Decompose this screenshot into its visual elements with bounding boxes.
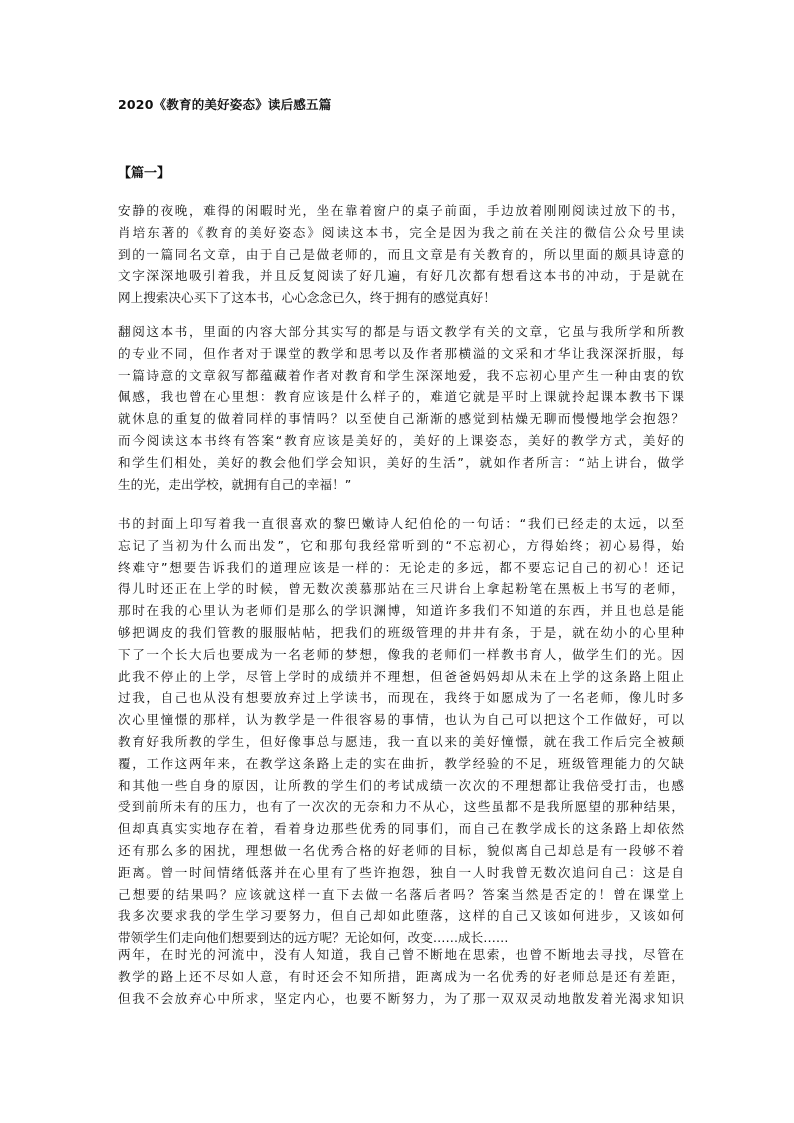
text-line: 距离。曾一时间情绪低落并在心里有了些许抱怨，独自一人时我曾无数次追问自己：这是自 [118, 864, 684, 880]
text-line: 终难守”想要告诉我们的道理应该是一样的：无论走的多远，都不要忘记自己的初心！还记 [118, 559, 684, 575]
text-line: 佩感，我也曾在心里想：教育应该是什么样子的，难道它就是平时上课就拎起课本教书下课 [118, 389, 684, 405]
paragraph-3 [118, 513, 684, 949]
text-line: 到的一篇同名文章，由于自己是做老师的，而且文章是有关教育的，所以里面的颇具诗意的 [118, 246, 684, 262]
section-heading: 【篇一】 [118, 166, 171, 181]
text-line: 那时在我的心里认为老师们是那么的学识渊博，知道许多我们不知道的东西，并且也总是能 [118, 603, 684, 619]
text-line: 一篇诗意的文章叙写都蕴藏着作者对教育和学生深深地爱，我不忘初心里产生一种由衷的钦 [118, 367, 684, 383]
text-line: 教学的路上还不尽如人意，有时还会不知所措，距离成为一名优秀的好老师总是还有差距， [118, 968, 684, 984]
text-line: 和学生们相处，美好的教会他们学会知识，美好的生活”，就如作者所言：“站上讲台，做学 [118, 454, 684, 470]
text-line: 次心里憧憬的那样，认为教学是一件很容易的事情，也认为自己可以把这个工作做好，可以 [118, 712, 684, 728]
text-line: 得儿时还正在上学的时候，曾无数次羡慕那站在三尺讲台上拿起粉笔在黑板上书写的老师， [118, 581, 684, 597]
text-line: 过我，自己也从没有想要放弃过上学读书，而现在，我终于如愿成为了一名老师，像儿时多 [118, 690, 684, 706]
text-line: 就休息的重复的做着同样的事情吗？以至使自己渐渐的感觉到枯燥无聊而慢慢地学会抱怨？ [118, 411, 684, 427]
text-line: 还有那么多的困扰，理想做一名优秀合格的好老师的目标，貌似离自己却总是有一段够不着 [118, 842, 684, 858]
text-line: 和其他一些自身的原因，让所教的学生们的考试成绩一次次的不理想都让我倍受打击，也感 [118, 777, 684, 793]
text-line: 但我不会放弃心中所求，坚定内心，也要不断努力，为了那一双双灵动地散发着光渴求知识 [118, 990, 684, 1006]
text-line: 够把调皮的我们管教的服服帖帖，把我们的班级管理的井井有条，于是，就在幼小的心里种 [118, 624, 684, 640]
text-line: 此我不停止的上学，尽管上学时的成绩并不理想，但爸爸妈妈却从未在上学的这条路上阻止 [118, 668, 684, 684]
paragraph-1 [118, 200, 684, 309]
text-line: 教育好我所教的学生，但好像事总与愿违，我一直以来的美好憧憬，就在我工作后完全被颠 [118, 733, 684, 749]
document-title: 2020《教育的美好姿态》读后感五篇 [118, 97, 332, 112]
text-line: 我多次要求我的学生学习要努力，但自己却如此堕落，这样的自己又该如何进步，又该如何 [118, 908, 684, 924]
text-line: 带领学生们走向他们想要到达的远方呢？无论如何，改变……成长…… [118, 930, 509, 946]
text-line: 覆，工作这两年来，在教学这条路上走的实在曲折，教学经验的不足，班级管理能力的欠缺 [118, 755, 684, 771]
text-line: 生的光，走出学校，就拥有自己的幸福！” [118, 476, 352, 492]
text-line: 但却真真实实地存在着，看着身边那些优秀的同事们，而自己在教学成长的这条路上却依然 [118, 821, 684, 837]
text-line: 两年，在时光的河流中，没有人知道，我自己曾不断地在思索，也曾不断地去寻找，尽管在 [118, 947, 684, 962]
text-line: 而今阅读这本书终有答案“教育应该是美好的，美好的上课姿态，美好的教学方式，美好的 [118, 432, 684, 448]
text-line: 下了一个长大后也要成为一名老师的梦想，像我的老师们一样教书育人，做学生们的光。因 [118, 646, 684, 662]
text-line: 网上搜索决心买下了这本书，心心念念已久，终于拥有的感觉真好！ [118, 290, 496, 306]
text-line: 安静的夜晚，难得的闲暇时光，坐在靠着窗户的桌子前面，手边放着刚刚阅读过放下的书， [118, 203, 684, 218]
paragraph-4 [118, 944, 684, 1009]
text-line: 己想要的结果吗？应该就这样一直下去做一名落后者吗？答案当然是否定的！曾在课堂上 [118, 886, 684, 902]
text-line: 翻阅这本书，里面的内容大部分其实写的都是与语文教学有关的文章，它虽与我所学和所教 [118, 324, 684, 339]
text-line: 忘记了当初为什么而出发”，它和那句我经常听到的“不忘初心，方得始终；初心易得，始 [118, 537, 684, 553]
text-line: 肖培东著的《教育的美好姿态》阅读这本书，完全是因为我之前在关注的微信公众号里读 [118, 224, 684, 240]
text-line: 文字深深地吸引着我，并且反复阅读了好几遍，有好几次都有想看这本书的冲动，于是就在 [118, 268, 684, 284]
text-line: 书的封面上印写着我一直很喜欢的黎巴嫩诗人纪伯伦的一句话：“我们已经走的太远，以至 [118, 516, 684, 531]
text-line: 的专业不同，但作者对于课堂的教学和思考以及作者那横溢的文采和才华让我深深折服，每 [118, 345, 684, 361]
text-line: 受到前所未有的压力，也有了一次次的无奈和力不从心，这些虽都不是我所愿望的那种结果， [118, 799, 684, 815]
paragraph-2 [118, 321, 684, 495]
